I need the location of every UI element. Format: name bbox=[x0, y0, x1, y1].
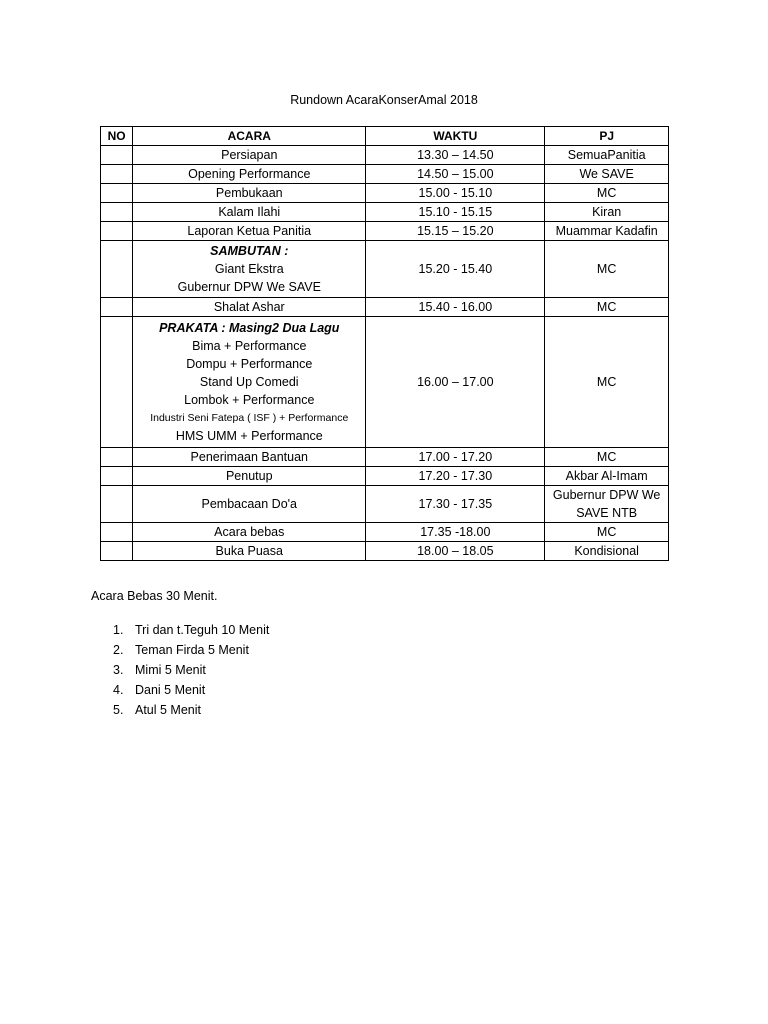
cell-acara: Penerimaan Bantuan bbox=[133, 448, 366, 467]
header-pj: PJ bbox=[545, 127, 669, 146]
cell-no bbox=[101, 317, 133, 448]
prakata-heading: PRAKATA : Masing2 Dua Lagu bbox=[159, 321, 340, 335]
cell-pj: MC bbox=[545, 523, 669, 542]
cell-waktu: 14.50 – 15.00 bbox=[366, 165, 545, 184]
table-row bbox=[101, 448, 669, 467]
cell-no bbox=[101, 467, 133, 486]
acara-line: Lombok + Performance bbox=[184, 393, 315, 407]
performer-list bbox=[91, 621, 269, 721]
acara-line: Stand Up Comedi bbox=[199, 375, 299, 389]
cell-waktu: 17.35 -18.00 bbox=[366, 523, 545, 542]
cell-acara: Kalam Ilahi bbox=[133, 203, 366, 222]
list-item: 3. Mimi 5 Menit bbox=[113, 663, 206, 677]
cell-no bbox=[101, 241, 133, 298]
cell-no bbox=[101, 542, 133, 561]
table-header-row bbox=[101, 127, 669, 146]
cell-pj: Muammar Kadafin bbox=[545, 222, 669, 241]
cell-acara: Penutup bbox=[133, 467, 366, 486]
acara-line: Giant Ekstra bbox=[214, 262, 284, 276]
table-row bbox=[101, 317, 669, 448]
table-row bbox=[101, 203, 669, 222]
cell-acara: Laporan Ketua Panitia bbox=[133, 222, 366, 241]
cell-waktu: 13.30 – 14.50 bbox=[366, 146, 545, 165]
cell-no bbox=[101, 448, 133, 467]
cell-pj: MC bbox=[545, 241, 669, 298]
table-row bbox=[101, 542, 669, 561]
rundown-table bbox=[100, 126, 669, 561]
cell-acara bbox=[133, 241, 366, 298]
cell-waktu: 15.10 - 15.15 bbox=[366, 203, 545, 222]
acara-bebas-note: Acara Bebas 30 Menit. bbox=[91, 589, 218, 603]
table-row bbox=[101, 146, 669, 165]
cell-no bbox=[101, 298, 133, 317]
cell-pj: We SAVE bbox=[545, 165, 669, 184]
table-row bbox=[101, 241, 669, 298]
cell-pj: Kiran bbox=[545, 203, 669, 222]
table-row bbox=[101, 184, 669, 203]
cell-no bbox=[101, 146, 133, 165]
cell-no bbox=[101, 222, 133, 241]
list-item: 1. Tri dan t.Teguh 10 Menit bbox=[113, 623, 270, 637]
cell-no bbox=[101, 203, 133, 222]
sambutan-heading: SAMBUTAN : bbox=[210, 244, 289, 258]
cell-waktu: 17.20 - 17.30 bbox=[366, 467, 545, 486]
table-row bbox=[101, 222, 669, 241]
header-acara: ACARA bbox=[133, 127, 366, 146]
cell-pj: Akbar Al-Imam bbox=[545, 467, 669, 486]
cell-waktu: 16.00 – 17.00 bbox=[366, 317, 545, 448]
table-row bbox=[101, 165, 669, 184]
acara-line: Dompu + Performance bbox=[186, 357, 313, 371]
acara-line: Bima + Performance bbox=[192, 339, 307, 353]
cell-acara: Buka Puasa bbox=[133, 542, 366, 561]
cell-waktu: 15.15 – 15.20 bbox=[366, 222, 545, 241]
cell-pj: SemuaPanitia bbox=[545, 146, 669, 165]
table-row bbox=[101, 523, 669, 542]
cell-pj: MC bbox=[545, 298, 669, 317]
cell-waktu: 15.40 - 16.00 bbox=[366, 298, 545, 317]
table-row bbox=[101, 486, 669, 523]
cell-waktu: 15.20 - 15.40 bbox=[366, 241, 545, 298]
list-item: 2. Teman Firda 5 Menit bbox=[113, 643, 249, 657]
cell-acara: Pembacaan Do'a bbox=[133, 486, 366, 523]
cell-no bbox=[101, 184, 133, 203]
acara-line: HMS UMM + Performance bbox=[175, 429, 323, 443]
cell-pj: MC bbox=[545, 317, 669, 448]
table-row bbox=[101, 467, 669, 486]
cell-pj: Kondisional bbox=[545, 542, 669, 561]
document-title: Rundown AcaraKonserAmal 2018 bbox=[290, 93, 478, 107]
cell-acara: Pembukaan bbox=[133, 184, 366, 203]
cell-no bbox=[101, 523, 133, 542]
header-waktu: WAKTU bbox=[366, 127, 545, 146]
cell-acara: Shalat Ashar bbox=[133, 298, 366, 317]
cell-pj: MC bbox=[545, 448, 669, 467]
cell-acara: Opening Performance bbox=[133, 165, 366, 184]
cell-acara: Persiapan bbox=[133, 146, 366, 165]
cell-waktu: 17.00 - 17.20 bbox=[366, 448, 545, 467]
cell-pj: MC bbox=[545, 184, 669, 203]
header-no: NO bbox=[101, 127, 133, 146]
pj-line: SAVE NTB bbox=[576, 506, 638, 520]
cell-pj bbox=[545, 486, 669, 523]
cell-acara: Acara bebas bbox=[133, 523, 366, 542]
cell-waktu: 18.00 – 18.05 bbox=[366, 542, 545, 561]
pj-line: Gubernur DPW We bbox=[552, 488, 661, 502]
list-item: 4. Dani 5 Menit bbox=[113, 683, 206, 697]
cell-no bbox=[101, 486, 133, 523]
table-row bbox=[101, 298, 669, 317]
cell-acara bbox=[133, 317, 366, 448]
cell-waktu: 17.30 - 17.35 bbox=[366, 486, 545, 523]
acara-line: Industri Seni Fatepa ( ISF ) + Performance bbox=[150, 412, 349, 424]
list-item: 5. Atul 5 Menit bbox=[113, 703, 202, 717]
cell-waktu: 15.00 - 15.10 bbox=[366, 184, 545, 203]
acara-line: Gubernur DPW We SAVE bbox=[177, 280, 321, 294]
cell-no bbox=[101, 165, 133, 184]
